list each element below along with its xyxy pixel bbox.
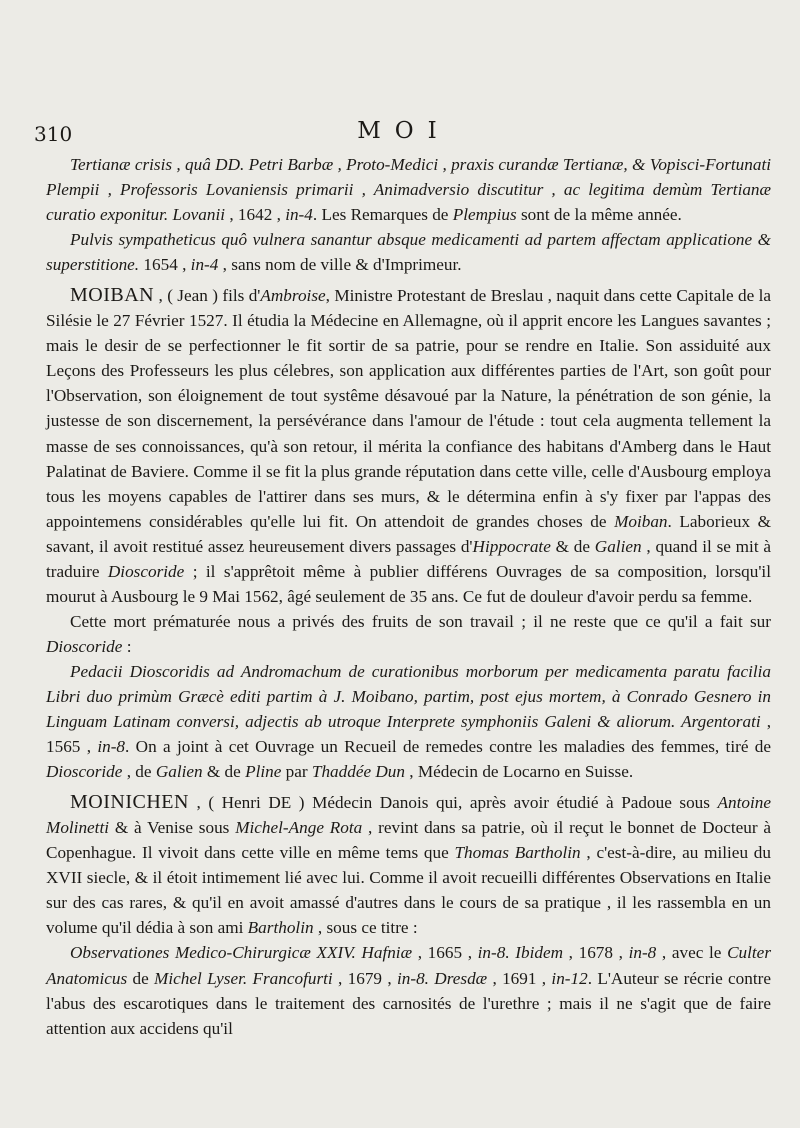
text-run: , sans nom de ville & d'Imprimeur. xyxy=(218,255,462,275)
page-header xyxy=(34,118,774,148)
text-run: , revint dans sa patrie, où il reçut le bonnet de Docteur à Copenhague. Il vivoit dans cette ville en même tems que xyxy=(46,818,771,863)
italic-run: Thomas Bartholin xyxy=(454,843,581,863)
italic-run: Michel-Ange Rota xyxy=(235,818,363,838)
text-run: & de xyxy=(202,762,246,782)
text-run: , avec le xyxy=(656,943,728,963)
citation-paragraph xyxy=(46,152,771,227)
text-run: , c'est-à-dire, au milieu du XVII siecle, & il étoit intimement lié avec lui. Comme il avoit recueilli différentes Observations en Italie sur des cas rares, & qu'il en avoit amassé d'autres dans le cours de sa pratique , il les rassembla en un volume qu'il dédia à son ami xyxy=(46,843,771,938)
italic-run: in-4 xyxy=(285,205,313,225)
page-number: 310 xyxy=(34,122,73,146)
citation-paragraph xyxy=(46,227,771,277)
text-run: , ( Henri DE ) Médecin Danois qui, après avoir étudié à Padoue sous xyxy=(188,793,718,813)
italic-run: Galien xyxy=(594,536,642,556)
text-run: & à Venise sous xyxy=(109,818,236,838)
italic-run: Michel Lyser. Francofurti xyxy=(154,968,333,988)
text-run: , de xyxy=(122,762,156,782)
text-run: , Ministre Protestant de Breslau , naquit dans cette Capitale de la Silésie le 27 Février 1527. Il étudia la Médecine en Allemagne, où il apprit encore les Langues savantes ; mais le desir de se perfectionner le fit sortir de sa patrie, pour se rendre en Italie. Son assiduité aux Leçons des Professeurs les plus célebres, son application aux différentes parties de l'Art, son goût pour l'Observation, son éloignement de tout systême désavoué par la Nature, la pénétration de son génie, la justesse de son discernement, la persévérance dans l'amour de l'étude : tout cela augmenta tellement la masse de ses connoissances, qu'à son retour, il mérita la confiance des habitans d'Amberg dans le Haut Palatinat de Baviere. Comme il se fit la plus grande réputation dans cette ville, celle d'Ausbourg employa tous les moyens capables de l'attirer dans ses murs, & le détermina enfin à s'y fixer par l'appas des appointemens considérables qu'elle lui fit. On attendoit de grandes choses de xyxy=(46,286,771,531)
entry-headword: MOINICHEN xyxy=(70,791,189,814)
italic-run: Tertianæ crisis , quâ DD. Petri Barbæ , Proto-Medici , praxis curandæ Tertianæ, & Vopisci-Fortunati Plempii , Professoris Lovaniensis primarii , Animadversio discutitur , ac legitima demùm Tertianæ curatio exponitur. Lovanii xyxy=(46,155,771,225)
italic-run: Ambroise xyxy=(260,286,326,306)
text-run: . L'Auteur se récrie contre l'abus des escarotiques dans le traitement des carnosités de l'urethre ; mais il ne s'agit que de faire attention aux accidens qu'il xyxy=(46,968,772,1038)
italic-run: Pline xyxy=(245,762,282,782)
italic-run: in-12 xyxy=(551,968,588,988)
body-paragraph xyxy=(46,609,771,659)
italic-run: Observationes Medico-Chirurgicæ XXIV. Hafniæ xyxy=(70,943,413,963)
italic-run: in-8. Dresdæ xyxy=(396,968,488,988)
text-run: , sous ce titre : xyxy=(313,918,418,938)
italic-run: Moiban xyxy=(614,511,668,531)
italic-run: Antoine Molinetti xyxy=(46,793,771,838)
text-run: . On a joint à cet Ouvrage un Recueil de remedes contre les maladies des femmes, tiré de xyxy=(125,737,772,757)
text-run: 1654 , xyxy=(139,255,191,275)
text-run: , 1665 , xyxy=(412,943,478,963)
italic-run: in-8 xyxy=(97,737,126,757)
italic-run: Culter Anatomicus xyxy=(46,943,772,988)
text-run: . Les Remarques de xyxy=(312,205,453,225)
text-run: sont de la même année. xyxy=(516,205,682,225)
citation-paragraph xyxy=(46,659,771,784)
italic-run: Bartholin xyxy=(247,918,314,938)
italic-run: Plempius xyxy=(452,205,517,225)
entry-headword: MOIBAN xyxy=(70,284,155,307)
italic-run: Dioscoride xyxy=(46,636,123,656)
text-run: ; il s'apprêtoit même à publier différens Ouvrages de sa composition, lorsqu'il mourut à Ausbourg le 9 Mai 1562, âgé seulement de 35 ans. Ce fut de douleur d'avoir perdu sa femme. xyxy=(46,561,771,606)
text-run: & de xyxy=(550,536,595,556)
text-run: , 1565 , xyxy=(46,712,771,757)
text-run: , ( Jean ) fils d' xyxy=(154,286,261,306)
citation-paragraph xyxy=(46,940,771,1040)
text-run: Cette mort prématurée nous a privés des fruits de son travail ; il ne reste que ce qu'il a fait sur xyxy=(70,611,771,631)
italic-run: Hippocrate xyxy=(472,536,551,556)
italic-run: Dioscoride xyxy=(46,762,123,782)
italic-run: in-8. Ibidem xyxy=(477,943,564,963)
entry-moinichen xyxy=(46,790,771,940)
text-run: , 1691 , xyxy=(487,968,552,988)
italic-run: in-4 xyxy=(190,255,219,275)
italic-run: Pulvis sympatheticus quô vulnera sanantur absque medicamenti ad partem affectam applicatione & superstitione. xyxy=(46,230,771,275)
text-run: , 1679 , xyxy=(332,968,397,988)
text-run: de xyxy=(127,968,155,988)
text-run: : xyxy=(122,636,132,656)
text-run: . Laborieux & savant, il avoit restitué assez heureusement divers passages d' xyxy=(46,511,771,556)
italic-run: Dioscoride xyxy=(107,561,185,581)
text-run: , 1642 , xyxy=(225,205,286,225)
text-run: , Médecin de Locarno en Suisse. xyxy=(405,762,634,782)
italic-run: Galien xyxy=(155,762,203,782)
text-run: par xyxy=(281,762,312,782)
running-head: MOI xyxy=(357,118,451,144)
entry-moiban xyxy=(46,283,771,609)
body-text xyxy=(46,152,771,1041)
text-run: , quand il se mit à traduire xyxy=(46,536,772,581)
italic-run: Pedacii Dioscoridis ad Andromachum de curationibus morborum per medicamenta paratu facilia Libri duo primùm Græcè editi partim à J. Moibano, partim, post ejus mortem, à Conrado Gesnero in Linguam Latinam conversi, adjectis ab utroque Interprete symphoniis Galeni & aliorum. Argentorati xyxy=(46,661,771,732)
text-run: , 1678 , xyxy=(563,943,629,963)
italic-run: in-8 xyxy=(628,943,657,963)
italic-run: Thaddée Dun xyxy=(311,762,405,782)
